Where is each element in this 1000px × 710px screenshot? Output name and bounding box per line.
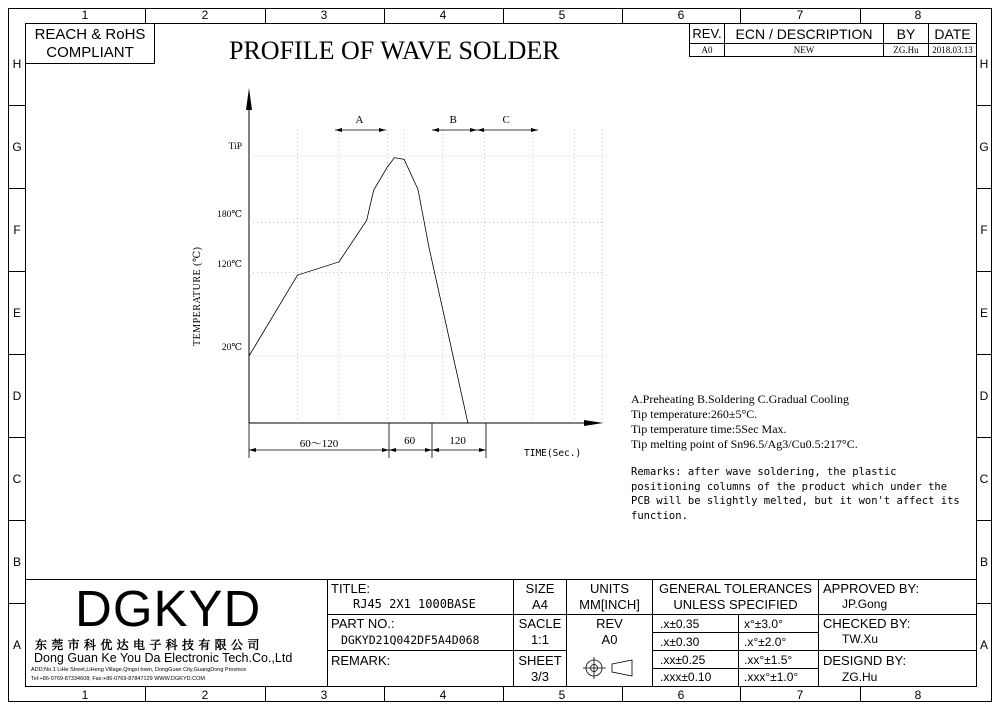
zone-column-label: 6 <box>677 8 685 22</box>
tolerance-angular: .xx°±1.5° <box>744 653 793 667</box>
tolerance-angular: .x°±2.0° <box>744 635 787 649</box>
zone-row-label: B <box>12 555 21 569</box>
zone-row-label: C <box>12 472 22 486</box>
zone-column-label: 8 <box>914 8 922 22</box>
zone-column-label: 3 <box>320 8 328 22</box>
tolerance-angular: x°±3.0° <box>744 617 783 631</box>
remark-line: function. <box>631 509 688 522</box>
part-no-value: DGKYD21Q042DF5A4D068 <box>341 633 480 647</box>
y-axis-label: TEMPERATURE (℃) <box>192 246 203 346</box>
zone-column-label: 6 <box>677 688 685 702</box>
scale-label: SACLE <box>518 616 562 631</box>
title-value: RJ45 2X1 1000BASE <box>353 597 476 611</box>
note-line: A.Preheating B.Soldering C.Gradual Cooling <box>631 392 849 406</box>
phase-label: B <box>449 114 457 126</box>
tolerance-header-2: UNLESS SPECIFIED <box>673 597 798 612</box>
scale-value: 1:1 <box>530 632 550 647</box>
y-tick-label: TiP <box>228 142 242 152</box>
note-line: Tip melting point of Sn96.5/Ag3/Cu0.5:217°C. <box>631 437 858 451</box>
zone-column-label: 3 <box>320 688 328 702</box>
rev-value: A0 <box>601 632 618 647</box>
units-value: MM[INCH] <box>579 597 640 612</box>
phase-label: A <box>355 114 364 126</box>
designed-by-value: ZG.Hu <box>842 670 878 684</box>
tolerance-linear: .x±0.35 <box>660 617 700 631</box>
size-label: SIZE <box>525 581 555 596</box>
remark-label: REMARK: <box>331 653 391 668</box>
rev-row-rev: A0 <box>701 45 713 55</box>
y-tick-label: 120℃ <box>217 259 242 270</box>
drawing-title: PROFILE OF WAVE SOLDER <box>229 36 560 65</box>
zone-column-label: 2 <box>201 688 209 702</box>
size-value: A4 <box>532 597 548 612</box>
x-interval-label: 120 <box>449 435 466 447</box>
rev-header-by: BY <box>896 26 916 42</box>
zone-row-label: E <box>979 306 988 320</box>
x-axis-label: TIME(Sec.) <box>524 448 582 459</box>
rev-row-date: 2018.03.13 <box>932 45 973 55</box>
sheet-value: 3/3 <box>530 669 550 684</box>
y-tick-label: 180℃ <box>217 209 242 220</box>
company-address: ADD:No.1 LiHe Street,LiHeng Village,Qingxi town, DongGuan City,GuangDong Province <box>31 667 247 673</box>
sheet-label: SHEET <box>518 653 562 668</box>
note-line: Tip temperature time:5Sec Max. <box>631 422 787 436</box>
units-label: UNITS <box>590 581 629 596</box>
zone-column-label: 5 <box>558 688 566 702</box>
zone-column-label: 7 <box>796 8 804 22</box>
x-interval-label: 60～120 <box>299 438 339 450</box>
zone-column-label: 8 <box>914 688 922 702</box>
zone-column-label: 1 <box>81 8 89 22</box>
company-contact: Tel:+86-0769-87334608; Fax:+86-0769-87847129 WWW.DGKYD.COM <box>31 676 205 682</box>
zone-row-label: G <box>979 140 989 154</box>
tolerance-linear: .xx±0.25 <box>660 653 706 667</box>
zone-row-label: F <box>13 223 21 237</box>
zone-row-label: D <box>12 389 22 403</box>
checked-by-label: CHECKED BY: <box>823 616 911 631</box>
x-interval-label: 60 <box>404 435 416 447</box>
zone-row-label: D <box>979 389 989 403</box>
zone-column-label: 5 <box>558 8 566 22</box>
note-line: Tip temperature:260±5°C. <box>631 407 758 421</box>
company-name-en: Dong Guan Ke You Da Electronic Tech.Co.,Ltd <box>34 651 293 665</box>
zone-row-label: B <box>979 555 988 569</box>
zone-column-label: 1 <box>81 688 89 702</box>
company-logo: DGKYD <box>75 580 262 637</box>
zone-row-label: E <box>12 306 21 320</box>
zone-column-label: 2 <box>201 8 209 22</box>
zone-column-label: 4 <box>439 8 447 22</box>
rev-header-date: DATE <box>934 26 971 42</box>
rev-label: REV <box>596 616 623 631</box>
rev-row-description: NEW <box>793 45 815 55</box>
zone-row-label: C <box>979 472 989 486</box>
title-label: TITLE: <box>331 581 371 596</box>
zone-row-label: A <box>12 638 21 652</box>
compliance-line-2: COMPLIANT <box>46 44 134 61</box>
zone-row-label: A <box>979 638 988 652</box>
designed-by-label: DESIGND BY: <box>823 653 907 668</box>
compliance-line-1: REACH & RoHS <box>34 26 146 43</box>
zone-column-label: 4 <box>439 688 447 702</box>
phase-label: C <box>502 114 510 126</box>
rev-row-by: ZG.Hu <box>893 45 919 55</box>
tolerance-linear: .xxx±0.10 <box>660 670 712 684</box>
approved-by-label: APPROVED BY: <box>823 581 920 596</box>
zone-row-label: H <box>12 57 22 71</box>
zone-row-label: G <box>12 140 22 154</box>
tolerance-angular: .xxx°±1.0° <box>744 670 799 684</box>
approved-by-value: JP.Gong <box>842 597 888 611</box>
remark-line: Remarks: after wave soldering, the plastic <box>631 466 897 478</box>
checked-by-value: TW.Xu <box>842 632 879 646</box>
company-name-cn: 东 莞 市 科 优 达 电 子 科 技 有 限 公 司 <box>35 638 260 652</box>
remark-line: positioning columns of the product which under the <box>631 480 948 493</box>
tolerance-header-1: GENERAL TOLERANCES <box>659 581 812 596</box>
tolerance-linear: .x±0.30 <box>660 635 700 649</box>
zone-row-label: F <box>980 223 988 237</box>
part-no-label: PART NO.: <box>331 616 395 631</box>
rev-header-rev: REV. <box>692 26 722 41</box>
zone-column-label: 7 <box>796 688 804 702</box>
rev-header-description: ECN / DESCRIPTION <box>735 26 873 42</box>
zone-row-label: H <box>979 57 989 71</box>
y-tick-label: 20℃ <box>221 343 242 353</box>
remark-line: PCB will be slightly melted, but it won't affect its <box>631 495 960 507</box>
